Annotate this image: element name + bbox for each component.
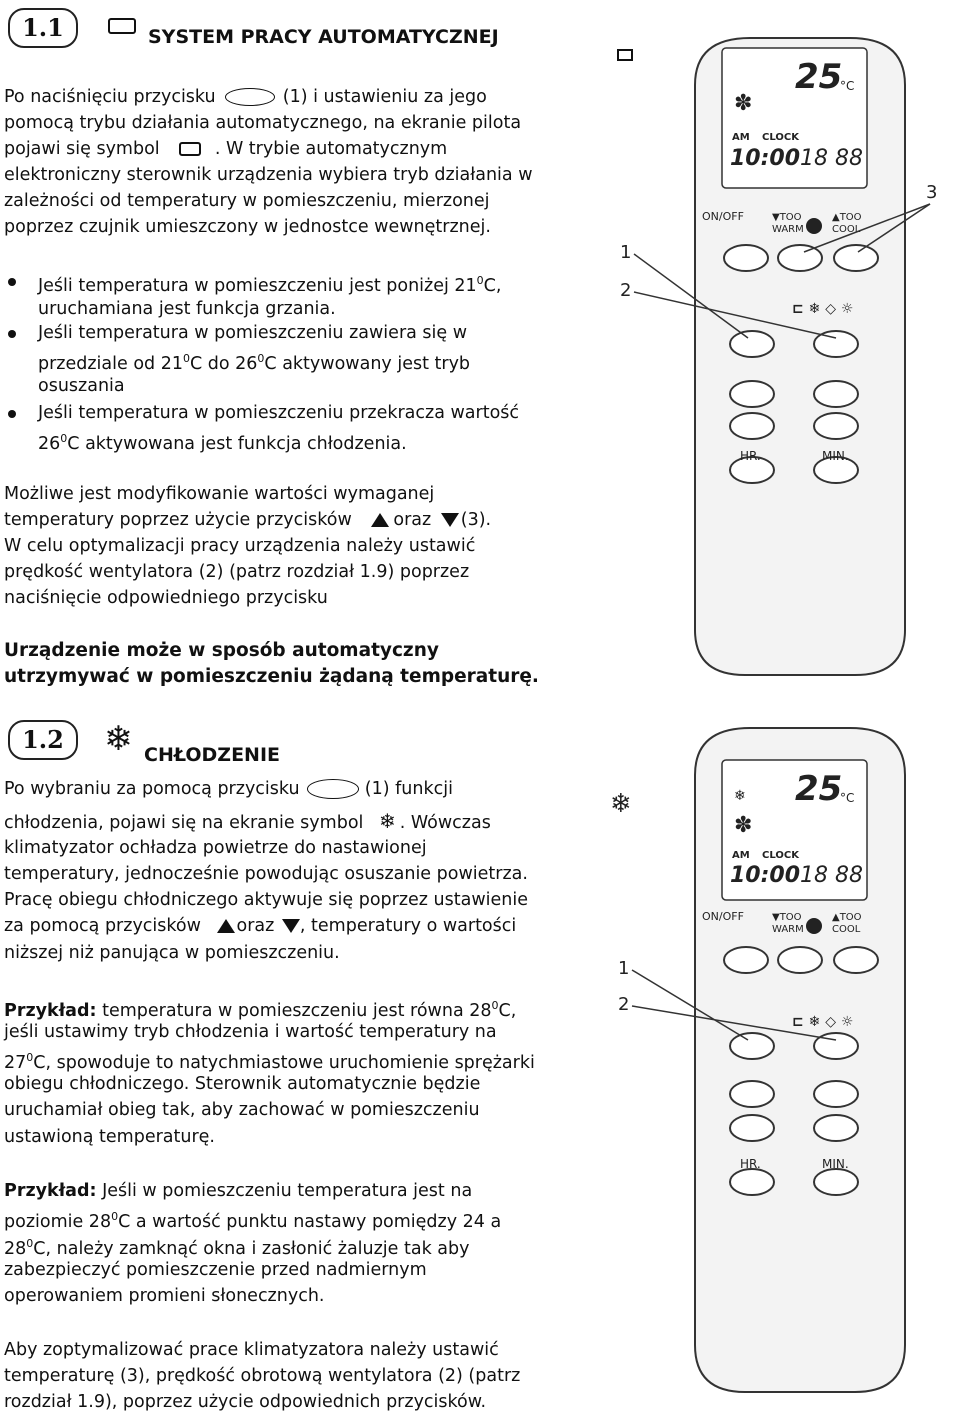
intro-line-6: poprzez czujnik umieszczony w jednostce wewnętrznej. bbox=[4, 217, 491, 237]
ex1-text-a: temperatura w pomieszczeniu jest równa 28 bbox=[96, 1000, 492, 1021]
too-cool-label-1: ▲TOO bbox=[832, 212, 862, 223]
para2-line-3: W celu optymalizacji pracy urządzenia należy ustawić bbox=[4, 536, 476, 556]
snowflake-icon: ❄ bbox=[610, 789, 632, 819]
bold-note-line-2: utrzymywać w pomieszczeniu żądaną temperaturę. bbox=[4, 666, 539, 687]
bullet-3 bbox=[8, 410, 16, 418]
temp-up-button[interactable] bbox=[834, 245, 878, 271]
bullet-1-line-2: uruchamiana jest funkcja grzania. bbox=[38, 299, 336, 319]
degree-sup: 0 bbox=[476, 274, 484, 287]
para2-line-5: naciśnięcie odpowiedniego przycisku bbox=[4, 588, 328, 608]
am-label: AM bbox=[732, 850, 750, 861]
temp-up-button[interactable] bbox=[834, 947, 878, 973]
section-badge-1-2: 1.2 bbox=[8, 720, 78, 760]
para2-ref: (3). bbox=[460, 510, 492, 530]
bullet-1-unit: C, bbox=[483, 275, 502, 296]
ex2-text-b: poziomie 28 bbox=[4, 1211, 112, 1232]
mode-button[interactable] bbox=[730, 1033, 774, 1059]
ex1-text-c: 27 bbox=[4, 1052, 27, 1073]
timer-on-button[interactable] bbox=[730, 413, 774, 439]
final-line-3: rozdział 1.9), poprzez użycie odpowiednich przycisków. bbox=[4, 1392, 487, 1412]
para2-line-1: Możliwe jest modyfikowanie wartości wymaganej bbox=[4, 484, 435, 504]
ex2-line-4: zabezpieczyć pomieszczenie przed nadmiernym bbox=[4, 1260, 427, 1280]
temp-down-button[interactable] bbox=[778, 947, 822, 973]
para2-text-a: temperatury poprzez użycie przycisków bbox=[4, 510, 352, 530]
time-display: 10:00 bbox=[730, 146, 801, 171]
ex1-label: Przykład: bbox=[4, 1000, 97, 1021]
s2-line-1 bbox=[4, 776, 453, 802]
s2-oraz: oraz bbox=[236, 916, 275, 936]
section-title-1-2: CHŁODZENIE bbox=[144, 744, 280, 766]
callout-2: 2 bbox=[620, 280, 632, 301]
bullet-3-line-1: Jeśli temperatura w pomieszczeniu przekracza wartość bbox=[38, 403, 520, 423]
intro-line-4: elektroniczny sterownik urządzenia wybiera tryb działania w bbox=[4, 165, 533, 185]
mode-icons: ⊏ ❄ ◇ ☼ bbox=[792, 1014, 854, 1030]
section-title-1-1: SYSTEM PRACY AUTOMATYCZNEJ bbox=[148, 26, 499, 48]
s2-line-3: klimatyzator ochładza powietrze do nastawionej bbox=[4, 838, 427, 858]
s2-text-c: chłodzenia, pojawi się na ekranie symbol bbox=[4, 813, 364, 833]
temp-display: 25 bbox=[795, 769, 843, 809]
intro-text-b: (1) i ustawieniu za jego bbox=[282, 87, 487, 107]
bullet-2 bbox=[8, 330, 16, 338]
ex2-line-5: operowaniem promieni słonecznych. bbox=[4, 1286, 325, 1306]
sleep-button[interactable] bbox=[730, 1081, 774, 1107]
bullet-1 bbox=[8, 278, 16, 286]
callout-1: 1 bbox=[618, 958, 630, 979]
down-arrow-icon bbox=[282, 919, 300, 933]
onoff-button[interactable] bbox=[724, 947, 768, 973]
fan-icon: ✽ bbox=[734, 91, 753, 116]
bullet-3-text-a: 26 bbox=[38, 433, 61, 454]
s2-text-d: . Wówczas bbox=[399, 813, 491, 833]
remote-control-illustration-2 bbox=[600, 720, 950, 1400]
onoff-button[interactable] bbox=[724, 245, 768, 271]
hr-label: HR. bbox=[740, 449, 761, 463]
timer-off-button[interactable] bbox=[814, 413, 858, 439]
degree-sup: 0 bbox=[491, 999, 499, 1012]
min-label: MIN. bbox=[822, 449, 849, 463]
s2-text-f: , temperatury o wartości bbox=[299, 916, 517, 936]
intro-text-a: Po naciśnięciu przycisku bbox=[4, 87, 216, 107]
mode-button[interactable] bbox=[730, 331, 774, 357]
temp-unit: °C bbox=[840, 791, 855, 805]
am-label: AM bbox=[732, 132, 750, 143]
timer-on-button[interactable] bbox=[730, 1115, 774, 1141]
bullet-2-line-3: osuszania bbox=[38, 376, 125, 396]
intro-line-3 bbox=[4, 136, 447, 162]
ex1-text-b: C, bbox=[498, 1000, 517, 1021]
mode-icons: ⊏ ❄ ◇ ☼ bbox=[792, 301, 854, 317]
s2-line-4: temperatury, jednocześnie powodując osuszanie powietrza. bbox=[4, 864, 528, 884]
ex2-line-1 bbox=[4, 1178, 472, 1204]
timer-display: 18 88 bbox=[800, 146, 863, 171]
para2-oraz: oraz bbox=[393, 510, 432, 530]
para2-line-2 bbox=[4, 507, 491, 533]
snowflake-icon: ❄ bbox=[104, 719, 133, 759]
temp-unit: °C bbox=[840, 79, 855, 93]
swing-button[interactable] bbox=[814, 1081, 858, 1107]
mode-button-icon bbox=[225, 88, 275, 106]
s2-line-5: Pracę obiegu chłodniczego aktywuje się poprzez ustawienie bbox=[4, 890, 528, 910]
mode-button-icon bbox=[307, 779, 359, 799]
too-warm-label-1: ▼TOO bbox=[772, 212, 802, 223]
hr-label: HR. bbox=[740, 1157, 761, 1171]
auto-mode-icon bbox=[618, 50, 632, 60]
degree-sup: 0 bbox=[111, 1210, 119, 1223]
ex2-text-a: Jeśli w pomieszczeniu temperatura jest na bbox=[96, 1181, 473, 1201]
degree-sup: 0 bbox=[257, 352, 265, 365]
intro-line-2: pomocą trybu działania automatycznego, na ekranie pilota bbox=[4, 113, 522, 133]
timer-display: 18 88 bbox=[800, 863, 863, 888]
s2-text-e: za pomocą przycisków bbox=[4, 916, 201, 936]
intro-line-5: zależności od temperatury w pomieszczeniu, mierzonej bbox=[4, 191, 490, 211]
section-badge-1-1: 1.1 bbox=[8, 8, 78, 48]
bullet-2-text-c: C aktywowany jest tryb bbox=[264, 353, 471, 374]
callout-1: 1 bbox=[620, 242, 632, 263]
bullet-2-line-1: Jeśli temperatura w pomieszczeniu zawiera się w bbox=[38, 323, 468, 343]
intro-text-d: . W trybie automatycznym bbox=[214, 139, 448, 159]
hour-button[interactable] bbox=[730, 1169, 774, 1195]
ex2-label: Przykład: bbox=[4, 1181, 97, 1201]
ex1-line-2: jeśli ustawimy tryb chłodzenia i wartość temperatury na bbox=[4, 1022, 497, 1042]
bullet-3-line-2 bbox=[38, 426, 407, 457]
swing-button[interactable] bbox=[814, 381, 858, 407]
ex1-line-6: ustawioną temperaturę. bbox=[4, 1127, 215, 1147]
auto-symbol-icon bbox=[179, 142, 201, 156]
bullet-2-text-b: C do 26 bbox=[189, 353, 258, 374]
s2-line-7: niższej niż panująca w pomieszczeniu. bbox=[4, 943, 340, 963]
sensor-icon bbox=[806, 918, 822, 934]
ex1-line-5: uruchamiał obieg tak, aby zachować w pomieszczeniu bbox=[4, 1100, 480, 1120]
ex2-text-d: 28 bbox=[4, 1238, 27, 1259]
down-arrow-icon bbox=[441, 513, 459, 527]
sensor-icon bbox=[806, 218, 822, 234]
too-warm-label-1: ▼TOO bbox=[772, 912, 802, 923]
intro-text-c: pojawi się symbol bbox=[4, 139, 160, 159]
up-arrow-icon bbox=[217, 919, 235, 933]
too-cool-label-2: COOL bbox=[832, 924, 861, 935]
snowflake-screen-icon: ❄ bbox=[734, 788, 746, 804]
bold-note-line-1: Urządzenie może w sposób automatyczny bbox=[4, 640, 439, 661]
clock-label: CLOCK bbox=[762, 132, 799, 143]
too-cool-label-2: COOL bbox=[832, 224, 861, 235]
degree-sup: 0 bbox=[182, 352, 190, 365]
clock-label: CLOCK bbox=[762, 850, 799, 861]
time-display: 10:00 bbox=[730, 863, 801, 888]
auto-mode-icon bbox=[108, 18, 136, 34]
bullet-1-text: Jeśli temperatura w pomieszczeniu jest poniżej 21 bbox=[38, 275, 477, 296]
intro-line-1 bbox=[4, 84, 487, 110]
para2-line-4: prędkość wentylatora (2) (patrz rozdział 1.9) poprzez bbox=[4, 562, 470, 582]
min-label: MIN. bbox=[822, 1157, 849, 1171]
bullet-3-text-b: C aktywowana jest funkcja chłodzenia. bbox=[67, 433, 407, 454]
final-line-1: Aby zoptymalizować prace klimatyzatora należy ustawić bbox=[4, 1340, 499, 1360]
ex2-text-c: C a wartość punktu nastawy pomiędzy 24 a bbox=[118, 1211, 502, 1232]
onoff-label: ON/OFF bbox=[702, 210, 744, 223]
too-warm-label-2: WARM bbox=[772, 224, 804, 235]
fan-icon: ✽ bbox=[734, 813, 753, 838]
callout-3: 3 bbox=[926, 182, 938, 203]
degree-sup: 0 bbox=[26, 1237, 34, 1250]
ex1-line-4: obiegu chłodniczego. Sterownik automatycznie będzie bbox=[4, 1074, 481, 1094]
ex2-text-e: C, należy zamknąć okna i zasłonić żaluzje tak aby bbox=[33, 1238, 470, 1259]
up-arrow-icon bbox=[371, 513, 389, 527]
final-line-2: temperaturę (3), prędkość obrotową wentylatora (2) (patrz bbox=[4, 1366, 521, 1386]
timer-off-button[interactable] bbox=[814, 1115, 858, 1141]
bullet-1-line-1 bbox=[38, 268, 501, 299]
temp-down-button[interactable] bbox=[778, 245, 822, 271]
degree-sup: 0 bbox=[60, 432, 68, 445]
onoff-label: ON/OFF bbox=[702, 910, 744, 923]
snowflake-symbol-icon: ❄ bbox=[378, 809, 396, 833]
sleep-button[interactable] bbox=[730, 381, 774, 407]
too-warm-label-2: WARM bbox=[772, 924, 804, 935]
s2-text-a: Po wybraniu za pomocą przycisku bbox=[4, 779, 300, 799]
too-cool-label-1: ▲TOO bbox=[832, 912, 862, 923]
s2-line-2 bbox=[4, 808, 491, 836]
s2-text-b: (1) funkcji bbox=[364, 779, 453, 799]
minute-button[interactable] bbox=[814, 1169, 858, 1195]
temp-display: 25 bbox=[795, 57, 843, 97]
callout-2: 2 bbox=[618, 994, 630, 1015]
remote-control-illustration-1 bbox=[600, 30, 950, 690]
s2-line-6 bbox=[4, 913, 516, 939]
ex1-text-d: C, spowoduje to natychmiastowe uruchomienie sprężarki bbox=[33, 1052, 535, 1073]
degree-sup: 0 bbox=[26, 1051, 34, 1064]
bullet-2-text-a: przedziale od 21 bbox=[38, 353, 183, 374]
